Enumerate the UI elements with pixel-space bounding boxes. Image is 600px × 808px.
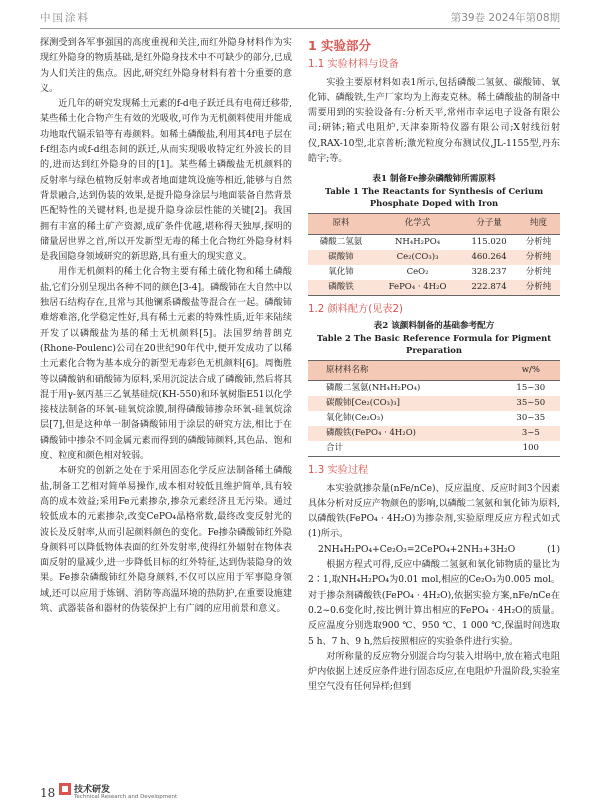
footer-section-name: 技术研发 [74, 785, 111, 795]
right-column [308, 36, 560, 696]
table-cell: 15~30 [516, 383, 546, 394]
table-cell: 碳酸铈[Ce₂(CO₃)₃] [308, 396, 502, 411]
page-number: 18 [40, 786, 56, 800]
table-cell: 磷酸二氢氨(NH₄H₂PO₄) [326, 383, 421, 394]
table-cell: 222.874 [461, 280, 517, 296]
table-cell: 115.020 [471, 236, 507, 247]
table-cell: 磷酸铁 [308, 280, 374, 296]
table-cell: FePO₄ · 4H₂O [374, 280, 461, 296]
table-cell: 分析纯 [517, 280, 560, 296]
header-divider [40, 28, 560, 29]
left-column [40, 36, 292, 617]
equation [308, 543, 560, 558]
table-cell: 分析纯 [525, 266, 552, 277]
column-header: 原材料名称 [308, 360, 502, 380]
table-cell: 氧化铈 [328, 266, 354, 277]
column-header: 化学式 [374, 214, 461, 234]
subsection-title: 1.3 实验过程 [308, 465, 369, 477]
table-cell: 35~50 [502, 396, 560, 411]
table-row [308, 396, 560, 411]
table-cell: 分析纯 [517, 250, 560, 265]
table-cell: 碳酸铈 [308, 250, 374, 265]
table-caption-en: Table 1 The Reactants for Synthesis of Cerium Phosphate Doped with Iron [324, 186, 544, 209]
table-caption: 表2 该颜料制备的基础参考配方 [373, 320, 495, 331]
table-cell: 30~35 [516, 413, 546, 424]
table-row [308, 265, 560, 280]
page-footer [0, 770, 600, 808]
table-cell: CeO₂ [406, 266, 429, 277]
column-header: 纯度 [517, 214, 560, 234]
table-row [308, 411, 560, 426]
paragraph: 本实验就掺杂量(nFe/nCe)、反应温度、反应时间3个因素具体分析对反应产物颜色的影响,以磷酸二氢氨和氧化铈为原料,以磷酸铁(FePO₄ · 4H₂O)为掺杂剂,实验原理反应方程式如式(1)所示。 [308, 483, 560, 540]
formula-table [308, 360, 560, 457]
table-cell: 3~5 [502, 426, 560, 441]
section-title: 1 实验部分 [308, 38, 372, 53]
paragraph: 探测受到各军事强国的高度重视和关注,而红外隐身材料作为实现红外隐身的物质基础,是红外隐身技术中不可缺少的部分,已成为人们关注的焦点。因此,研究红外隐身材料有着十分重要的意义。 [40, 38, 292, 94]
table-row [308, 381, 560, 397]
paragraph: 对所称量的反应物分别混合均匀装入坩埚中,放在箱式电阻炉内依据上述反应条件进行固态反应,在电阻炉升温阶段,实验室里空气没有任何异样;但到 [308, 651, 560, 693]
paragraph: 本研究的创新之处在于采用固态化学反应法制备稀土磷酸盐,制备工艺相对简单易操作,成本相对较低且维护简单,具有较高的成本效益;采用Fe元素掺杂,掺杂元素经济且无污染。通过较低成本的元素掺杂,改变CePO₄晶格常数,最终改变反射光的波长及反射率,从而引起颜料颜色的变化。Fe掺杂磷酸铈红外隐身颜料可以降低物体表面的红外发射率,使得红外辐射在物体表面反射的量减少,进一步降低目标的红外特征,达到伪装隐身的效果。Fe掺杂磷酸铈红外隐身颜料,不仅可以应用于军事隐身领域,还可以应用于炼钢、消防等高温环境的热防护,在重要设施建筑、武器装备和器材的伪装保护上有广阔的应用前景和意义。 [40, 466, 292, 614]
table-caption-en: Table 2 The Basic Reference Formula for Pigment Preparation [316, 332, 552, 355]
table-cell: 磷酸铁(FePO₄ · 4H₂O) [308, 426, 502, 441]
table-row [308, 441, 560, 457]
table-header-row [308, 214, 560, 234]
equation-number: (1) [547, 544, 560, 555]
equation-body: 2NH₄H₂PO₄+Ce₂O₃=2CePO₄+2NH₃+3H₂O [318, 544, 516, 555]
table-cell: NH₄H₂PO₄ [394, 236, 441, 247]
materials-table [308, 213, 560, 295]
table-cell: 328.237 [471, 266, 507, 277]
table-header-row [308, 360, 560, 380]
column-header: 原料 [308, 214, 374, 234]
subsection-title: 1.2 颜料配方(见表2) [308, 303, 403, 315]
issue-info: 第39卷 2024年第08期 [450, 12, 560, 24]
table-cell: 磷酸二氢氨 [319, 236, 363, 247]
table-cell: 合计 [308, 441, 502, 457]
table-cell: 100 [502, 441, 560, 457]
table-cell: Ce₂(CO₃)₃ [374, 250, 461, 265]
journal-name: 中国涂料 [40, 12, 90, 24]
page-header [0, 0, 600, 38]
paragraph: 近几年的研究发现稀土元素的f-d电子跃迁具有电荷迁移带,某些稀土化合物产生有效的光吸收,可作为无机颜料使用并能成功地取代镉汞铅等有毒颜料。如稀土磷酸盐,利用其4f电子层在f-f组态内或f-d组态间的跃迁,从而实现吸收特定红外波长的目的,进而达到红外隐身的目的[1]。某些稀土磷酸盐无机颜料的反射率与绿色植物反射率或者地面建筑设施等相近,能够与自然背景融合,达到伪装的效果,是提升隐身涂层与地面装备自然背景匹配特性的关键材料,也是提升隐身涂层性能的关键[2]。我国拥有丰富的稀土矿产资源,成矿条件优越,堪称得天独厚,探明的储量居世界之首,所以开发新型无毒的稀土化合物红外隐身材料是我国隐身领域研究的新思路,具有重大的现实意义。 [40, 99, 292, 263]
paragraph: 用作无机颜料的稀土化合物主要有稀土硫化物和稀土磷酸盐,它们分别呈现出各种不同的颜色[3-4]。磷酸铈在大自然中以独居石结构存在,且常与其他镧系磷酸盐等混合在一起。磷酸铈难熔难溶,化学稳定性好,具有稀土元素的特殊性质,近年来陆续开发了以磷酸盐为基的稀土无机颜料[5]。法国罗纳普朗克(Rhone-Poulenc)公司在20世纪90年代中,便开发成功了以稀土元素化合物为基本成分的新型无毒彩色无机颜料[6]。周衡胜等以磷酸钠和硝酸铈为原料,采用沉淀法合成了磷酸铈,然后将其混于用γ-氨丙基三乙氧基硅烷(KH-550)和环氧树脂E51以化学接枝法制备的环氧-硅氧烷涂膜,制得磷酸铈掺杂环氧-硅氧烷涂层[7],但是这种单一制备磷酸铈用于涂层的研究方法,相比于在磷酸铈中掺杂不同金属元素而得到的磷酸铈颜料,其色品、饱和度、粒度和颜色相对较弱。 [40, 267, 292, 462]
table-row [308, 234, 560, 250]
table-row [308, 280, 560, 296]
table-row [308, 426, 560, 441]
column-header: 分子量 [461, 214, 517, 234]
table-cell: 460.264 [461, 250, 517, 265]
paragraph: 实验主要原材料如表1所示,包括磷酸二氢氨、碳酸铈、氧化铈、磷酸铁,生产厂家均为上海麦克林。稀土磷酸盐的制备中需要用到的实验设备有:分析天平,常州市幸运电子设备有限公司;研钵;箱式电阻炉,天津泰斯特仪器有限公司;X射线衍射仪,RAX-10型,北京普析;激光粒度分布测试仪,JL-1155型,丹东皓宇;等。 [308, 77, 560, 165]
column-header: w/% [502, 360, 560, 380]
table-cell: 分析纯 [525, 236, 552, 247]
table-caption: 表1 制备Fe掺杂磷酸铈所需原料 [372, 174, 496, 185]
paragraph: 根据方程式可得,反应中磷酸二氢氨和氧化铈物质的量比为2∶1,取NH₄H₂PO₄为0.01 mol,相应的Ce₂O₃为0.005 mol。对于掺杂剂磷酸铁(FePO₄ · 4H₂O),依据实验方案,nFe/nCe在0.2~0.6变化时,按比例计算出相应的FePO₄ · 4H₂O的质量。反应温度分别选取900 ℃、950 ℃、1 000 ℃,保温时间选取5 h、7 h、9 h,然后按照相应的实验条件进行实验。 [308, 560, 560, 647]
section-logo-icon [58, 782, 72, 796]
table-row [308, 250, 560, 265]
subsection-title: 1.1 实验材料与设备 [308, 59, 399, 71]
table-cell: 氧化铈(Ce₂O₃) [326, 413, 384, 424]
footer-section-name-en: Technical Research and Development [74, 794, 178, 800]
